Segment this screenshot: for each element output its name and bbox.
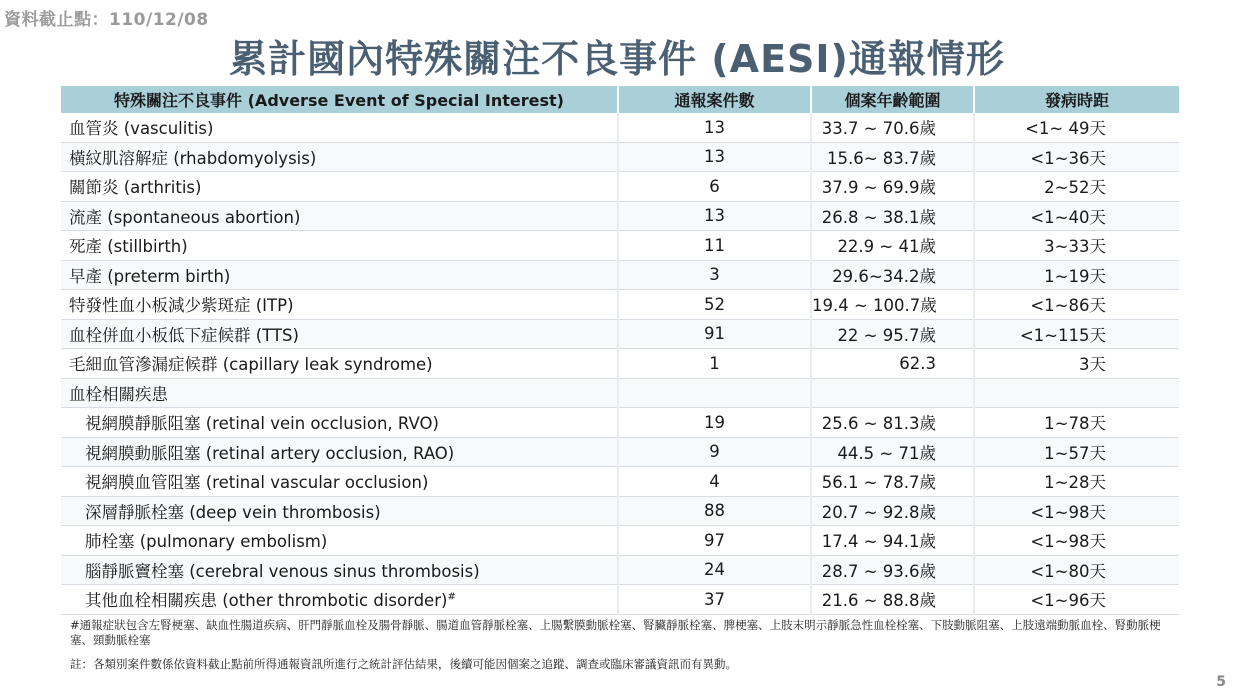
table-row (61, 378, 1179, 408)
event-name-text: 關節炎 (arthritis) (69, 178, 202, 198)
event-name-text: 特發性血小板減少紫斑症 (ITP) (69, 296, 294, 316)
age-range-text: 17.4 ~ 94.1歲 (821, 532, 936, 552)
onset-text: <1~36天 (1030, 148, 1106, 168)
table-header-row (61, 86, 1179, 113)
onset-cell (974, 319, 1179, 349)
count-text: 97 (704, 530, 725, 550)
age-range-cell (811, 260, 974, 290)
event-name-text: 橫紋肌溶解症 (rhabdomyolysis) (69, 148, 317, 168)
event-name-text: 死產 (stillbirth) (69, 237, 188, 257)
count-cell (618, 113, 811, 142)
age-range-text: 15.6~ 83.7歲 (826, 148, 936, 168)
event-name-cell (61, 290, 618, 320)
onset-text: 1~19天 (1044, 266, 1106, 286)
age-range-text: 62.3 (899, 353, 936, 373)
count-text: 37 (704, 589, 725, 609)
count-cell (618, 349, 811, 379)
event-name-cell (61, 496, 618, 526)
age-range-cell (811, 113, 974, 142)
onset-cell (974, 555, 1179, 585)
table-row (61, 201, 1179, 231)
onset-cell (974, 142, 1179, 172)
onset-text: 3~33天 (1044, 237, 1106, 257)
onset-text: <1~96天 (1030, 591, 1106, 611)
event-name-text: 早產 (preterm birth) (69, 266, 231, 286)
table-row (61, 437, 1179, 467)
table-row (61, 319, 1179, 349)
age-range-cell (811, 585, 974, 615)
event-name-text: 肺栓塞 (pulmonary embolism) (85, 532, 328, 552)
onset-cell (974, 349, 1179, 379)
onset-cell (974, 526, 1179, 556)
event-name-text: 流產 (spontaneous abortion) (69, 207, 301, 227)
event-name-cell (61, 526, 618, 556)
age-range-cell (811, 231, 974, 261)
header-age-range: 個案年齡範圍 (811, 86, 974, 113)
event-name-cell (61, 437, 618, 467)
count-cell (618, 231, 811, 261)
count-text: 19 (704, 412, 725, 432)
table-row (61, 467, 1179, 497)
age-range-cell (811, 526, 974, 556)
age-range-text: 22 ~ 95.7歲 (837, 325, 936, 345)
age-range-cell (811, 437, 974, 467)
event-name-cell (61, 319, 618, 349)
onset-text: 2~52天 (1044, 178, 1106, 198)
count-cell (618, 408, 811, 438)
event-name-cell (61, 260, 618, 290)
age-range-cell (811, 555, 974, 585)
header-event: 特殊關注不良事件 (Adverse Event of Special Interest) (61, 86, 618, 113)
age-range-cell (811, 142, 974, 172)
count-cell (618, 378, 811, 408)
event-name-cell (61, 585, 618, 615)
event-name-cell (61, 349, 618, 379)
onset-cell (974, 290, 1179, 320)
onset-text: 1~57天 (1044, 443, 1106, 463)
data-cutoff-label: 資料截止點：110/12/08 (4, 10, 209, 30)
age-range-text: 19.4 ~ 100.7歲 (812, 296, 937, 316)
onset-text: <1~40天 (1030, 207, 1106, 227)
table-row (61, 555, 1179, 585)
age-range-text: 25.6 ~ 81.3歲 (821, 414, 936, 434)
statistics-note: 註：各類別案件數係依資料截止點前所得通報資訊所進行之統計評估結果，後續可能因個案之追蹤、調查或臨床審議資訊而有異動。 (70, 657, 737, 671)
table-body (61, 113, 1179, 614)
footnote: #通報症狀包含左腎梗塞、缺血性腸道疾病、肝門靜脈血栓及腸骨靜脈、腸道血管靜脈栓塞、上腸繫膜動脈栓塞、腎臟靜脈栓塞、脾梗塞、上肢末明示靜脈急性血栓栓塞、下肢動脈阻塞、上肢遠端動脈血栓、腎動脈梗塞、頸動脈栓塞 (70, 618, 1161, 647)
onset-cell (974, 408, 1179, 438)
onset-cell (974, 378, 1179, 408)
count-cell (618, 437, 811, 467)
onset-text: <1~115天 (1019, 325, 1106, 345)
age-range-text: 56.1 ~ 78.7歲 (821, 473, 936, 493)
age-range-text: 44.5 ~ 71歲 (837, 443, 936, 463)
count-text: 4 (709, 471, 720, 491)
page-title: 累計國內特殊關注不良事件 (AESI)通報情形 (229, 37, 1005, 81)
onset-cell (974, 231, 1179, 261)
onset-text: 3天 (1079, 355, 1106, 375)
age-range-text: 22.9 ~ 41歲 (837, 237, 936, 257)
event-name-text: 血管炎 (vasculitis) (69, 119, 214, 139)
count-text: 91 (704, 324, 725, 344)
count-cell (618, 260, 811, 290)
count-text: 24 (704, 560, 725, 580)
age-range-cell (811, 172, 974, 202)
count-cell (618, 201, 811, 231)
count-text: 3 (709, 265, 720, 285)
count-cell (618, 555, 811, 585)
table-row (61, 231, 1179, 261)
event-name-text: 腦靜脈竇栓塞 (cerebral venous sinus thrombosis) (85, 561, 480, 581)
age-range-cell (811, 408, 974, 438)
onset-cell (974, 437, 1179, 467)
onset-cell (974, 201, 1179, 231)
age-range-text: 28.7 ~ 93.6歲 (821, 561, 936, 581)
event-name-cell (61, 172, 618, 202)
onset-text: <1~98天 (1030, 532, 1106, 552)
header-count: 通報案件數 (618, 86, 811, 113)
table-row (61, 172, 1179, 202)
onset-cell (974, 260, 1179, 290)
count-cell (618, 496, 811, 526)
table-row (61, 496, 1179, 526)
page-number: 5 (1216, 674, 1226, 690)
count-text: 13 (704, 117, 725, 137)
age-range-text: 33.7 ~ 70.6歲 (821, 119, 936, 139)
count-cell (618, 142, 811, 172)
table-row (61, 585, 1179, 615)
count-text: 1 (709, 353, 720, 373)
onset-text: <1~ 49天 (1025, 119, 1106, 139)
event-name-text: 視網膜血管阻塞 (retinal vascular occlusion) (85, 473, 429, 493)
onset-cell (974, 467, 1179, 497)
onset-cell (974, 172, 1179, 202)
event-name-cell (61, 142, 618, 172)
event-name-text: 血栓相關疾患 (69, 384, 168, 404)
age-range-text: 20.7 ~ 92.8歲 (821, 502, 936, 522)
count-text: 11 (704, 235, 725, 255)
event-name-text: 毛細血管滲漏症候群 (capillary leak syndrome) (69, 355, 433, 375)
onset-text: <1~98天 (1030, 502, 1106, 522)
count-text: 52 (704, 294, 725, 314)
count-text: 13 (704, 206, 725, 226)
count-text: 13 (704, 147, 725, 167)
onset-text: <1~86天 (1030, 296, 1106, 316)
event-name-cell (61, 555, 618, 585)
age-range-cell (811, 349, 974, 379)
age-range-cell (811, 496, 974, 526)
age-range-text: 26.8 ~ 38.1歲 (821, 207, 936, 227)
header-onset: 發病時距 (974, 86, 1179, 113)
table-row (61, 408, 1179, 438)
onset-text: <1~80天 (1030, 561, 1106, 581)
aesi-table (61, 86, 1179, 615)
event-name-text: 深層靜脈栓塞 (deep vein thrombosis) (85, 502, 381, 522)
onset-cell (974, 585, 1179, 615)
event-name-text: 其他血栓相關疾患 (other thrombotic disorder) (85, 591, 448, 611)
age-range-cell (811, 319, 974, 349)
count-cell (618, 585, 811, 615)
count-cell (618, 526, 811, 556)
age-range-cell (811, 201, 974, 231)
count-text: 6 (709, 176, 720, 196)
event-name-cell (61, 201, 618, 231)
count-text: 88 (704, 501, 725, 521)
event-name-text: 視網膜靜脈阻塞 (retinal vein occlusion, RVO) (85, 414, 439, 434)
table-row (61, 290, 1179, 320)
age-range-cell (811, 467, 974, 497)
table-row (61, 142, 1179, 172)
onset-text: 1~78天 (1044, 414, 1106, 434)
event-name-cell (61, 378, 618, 408)
table-row (61, 526, 1179, 556)
onset-cell (974, 496, 1179, 526)
age-range-cell (811, 290, 974, 320)
event-name-text: 血栓併血小板低下症候群 (TTS) (69, 325, 299, 345)
table-row (61, 113, 1179, 142)
count-cell (618, 319, 811, 349)
table-row (61, 349, 1179, 379)
age-range-text: 21.6 ~ 88.8歲 (821, 591, 936, 611)
event-name-cell (61, 408, 618, 438)
count-cell (618, 290, 811, 320)
event-name-cell (61, 231, 618, 261)
event-name-cell (61, 113, 618, 142)
count-cell (618, 467, 811, 497)
age-range-cell (811, 378, 974, 408)
onset-text: 1~28天 (1044, 473, 1106, 493)
event-name-cell (61, 467, 618, 497)
count-text: 9 (709, 442, 720, 462)
table-row (61, 260, 1179, 290)
age-range-text: 29.6~34.2歲 (832, 266, 936, 286)
event-name-text: 視網膜動脈阻塞 (retinal artery occlusion, RAO) (85, 443, 455, 463)
count-cell (618, 172, 811, 202)
onset-cell (974, 113, 1179, 142)
footnote-marker: # (447, 591, 456, 603)
age-range-text: 37.9 ~ 69.9歲 (821, 178, 936, 198)
